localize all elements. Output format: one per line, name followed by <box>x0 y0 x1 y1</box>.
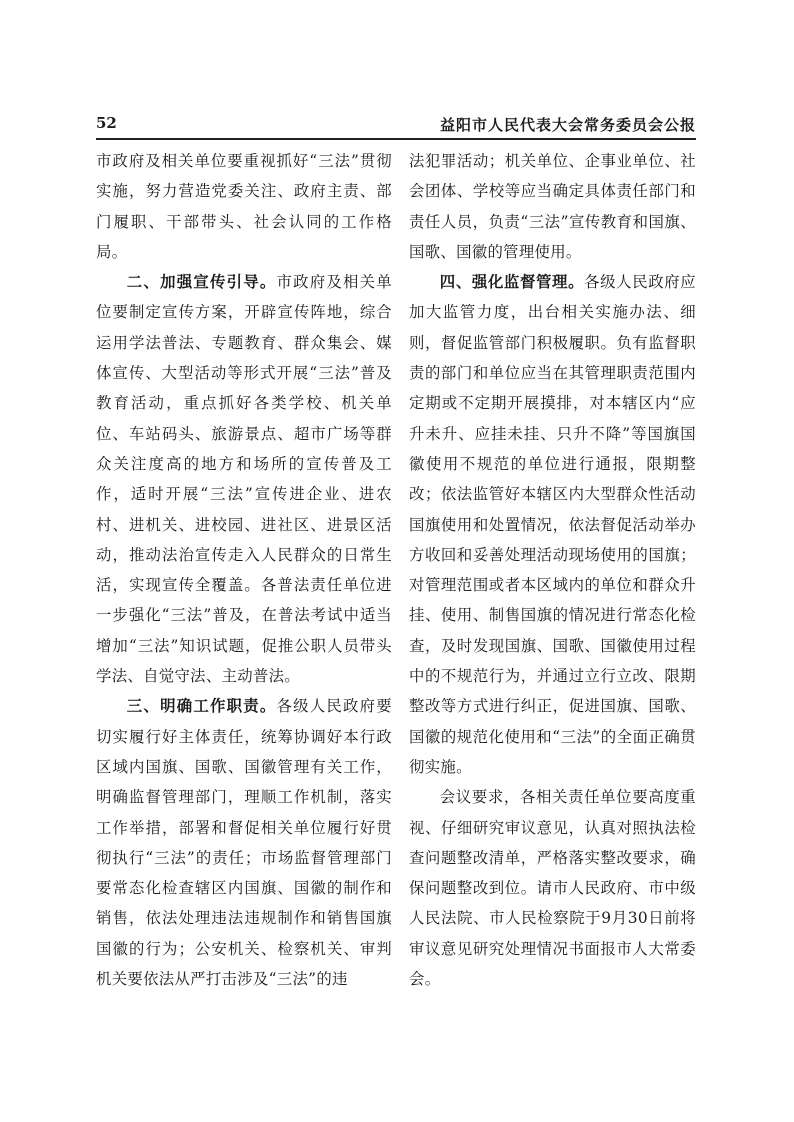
section-heading-publicity: 二、加强宣传引导。 <box>126 273 277 292</box>
section-heading-responsibilities: 三、明确工作职责。 <box>126 697 277 716</box>
page-number: 52 <box>96 114 117 132</box>
paragraph-publicity <box>96 267 392 691</box>
paragraph-meeting-requirements: 会议要求，各相关责任单位要高度重视、仔细研究审议意见，认真对照执法检查问题整改清单，严格落实整改要求，确保问题整改到位。请市人民政府、市中级人民法院、市人民检察院于9月30日前将审议意见研究处理情况书面报市人大常委会。 <box>409 788 696 989</box>
paragraph-continuation: 法犯罪活动；机关单位、企事业单位、社会团体、学校等应当确定具体责任部门和责任人员，负责“三法”宣传教育和国旗、国歌、国徽的管理使用。 <box>409 152 696 261</box>
journal-title: 益阳市人民代表大会常务委员会公报 <box>439 116 696 134</box>
section-heading-supervision: 四、强化监督管理。 <box>439 273 585 292</box>
paragraph-body: 各级人民政府要切实履行好主体责任，统筹协调好本行政区域内国旗、国歌、国徽管理有关工作，明确监督管理部门，理顺工作机制，落实工作举措，部署和督促相关单位履行好贯彻执行“三法”的责任；市场监督管理部门要常态化检查辖区内国旗、国徽的制作和销售，依法处理违法违规制作和销售国旗国徽的行为；公安机关、检察机关、审判机关要依法从严打击涉及“三法”的违 <box>96 697 392 989</box>
paragraph-supervision <box>409 267 696 782</box>
page-header <box>96 112 696 140</box>
left-column <box>96 146 392 994</box>
paragraph-body: 各级人民政府应加大监管力度，出台相关实施办法、细则，督促监管部门积极履职。负有监督职责的部门和单位应当在其管理职责范围内定期或不定期开展摸排，对本辖区内“应升未升、应挂未挂、只升不降”等国旗国徽使用不规范的单位进行通报，限期整改；依法监管好本辖区内大型群众性活动国旗使用和处置情况，依法督促活动举办方收回和妥善处理活动现场使用的国旗；对管理范围或者本区域内的单位和群众升挂、使用、制售国旗的情况进行常态化检查，及时发现国旗、国歌、国徽使用过程中的不规范行为，并通过立行立改、限期整改等方式进行纠正，促进国旗、国歌、国徽的规范化使用和“三法”的全面正确贯彻实施。 <box>409 273 697 776</box>
right-column <box>409 146 696 994</box>
paragraph-responsibilities <box>96 691 392 994</box>
paragraph-body: 市政府及相关单位要制定宣传方案，开辟宣传阵地，综合运用学法普法、专题教育、群众集会、媒体宣传、大型活动等形式开展“三法”普及教育活动，重点抓好各类学校、机关单位、车站码头、旅游景点、超市广场等群众关注度高的地方和场所的宣传普及工作，适时开展“三法”宣传进企业、进农村、进机关、进校园、进社区、进景区活动，推动法治宣传走入人民群众的日常生活，实现宣传全覆盖。各普法责任单位进一步强化“三法”普及，在普法考试中适当增加“三法”知识试题，促推公职人员带头学法、自觉守法、主动普法。 <box>96 273 392 686</box>
paragraph-continuation: 市政府及相关单位要重视抓好“三法”贯彻实施，努力营造党委关注、政府主责、部门履职、干部带头、社会认同的工作格局。 <box>96 152 392 261</box>
